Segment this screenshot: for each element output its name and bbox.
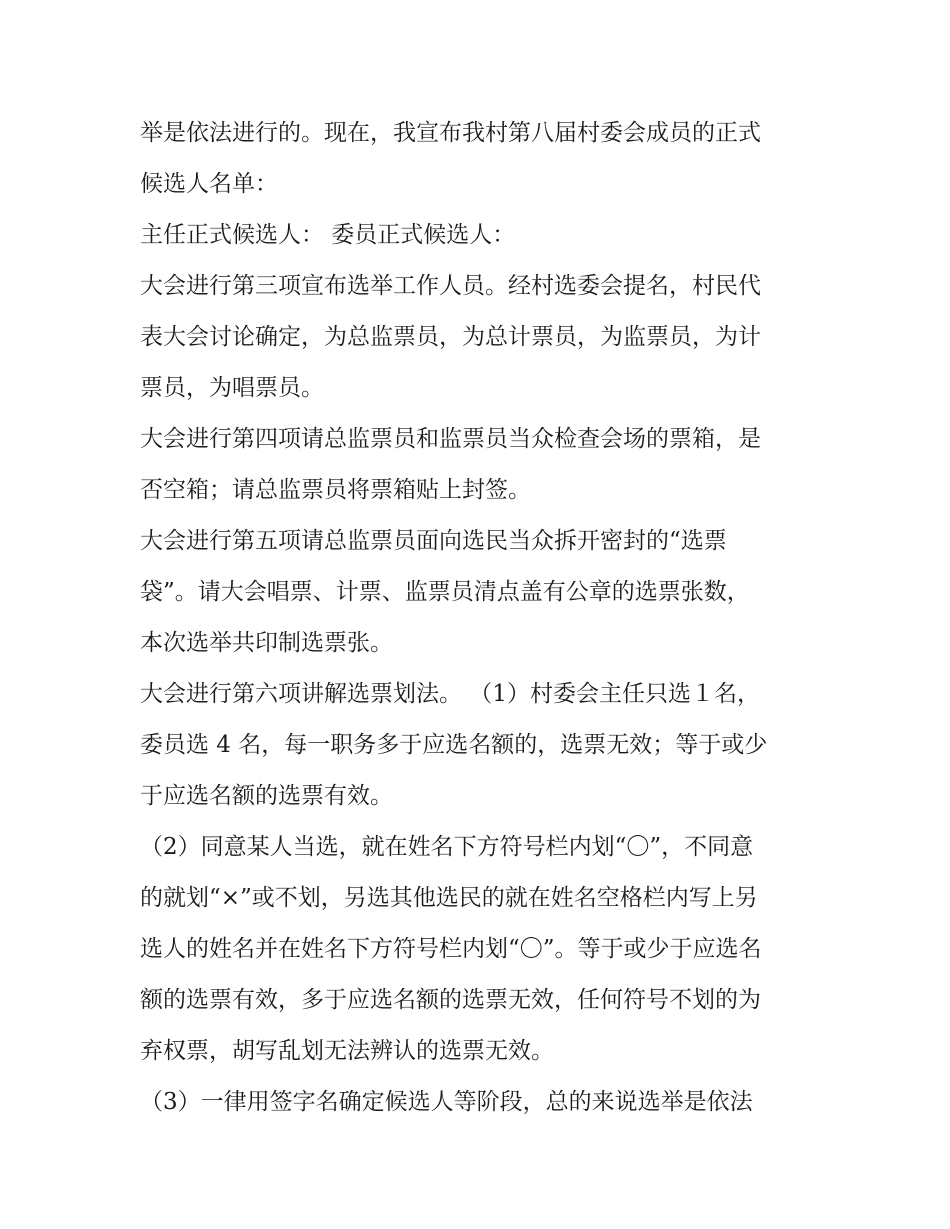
text-line-7: 大会进行第四项请总监票员和监票员当众检查会场的票箱，是 <box>140 426 761 452</box>
text-line-11: 本次选举共印制选票张。 <box>140 630 393 656</box>
text-line-9: 大会进行第五项请总监票员面向选民当众拆开密封的“选票 <box>140 528 727 554</box>
text-line-17: 选人的姓名并在姓名下方符号栏内划“〇”。等于或少于应选名 <box>140 936 762 962</box>
text-line-5: 表大会讨论确定，为总监票员，为总计票员，为监票员，为计 <box>140 324 761 350</box>
text-line-6: 票员，为唱票员。 <box>140 375 324 401</box>
text-line-15: （2）同意某人当选，就在姓名下方符号栏内划“〇”，不同意 <box>140 834 754 860</box>
text-line-19: 弃权票，胡写乱划无法辨认的选票无效。 <box>140 1038 554 1064</box>
text-line-13: 委员选 4 名，每一职务多于应选名额的，选票无效；等于或少 <box>140 732 768 758</box>
text-line-1: 举是依法进行的。现在，我宣布我村第八届村委会成员的正式 <box>140 120 761 146</box>
text-line-2: 候选人名单： <box>140 171 278 197</box>
text-line-4: 大会进行第三项宣布选举工作人员。经村选委会提名，村民代 <box>140 273 761 299</box>
text-line-8: 否空箱；请总监票员将票箱贴上封签。 <box>140 477 531 503</box>
text-line-20: （3）一律用签字名确定候选人等阶段，总的来说选举是依法 <box>140 1089 753 1115</box>
text-line-14: 于应选名额的选票有效。 <box>140 783 393 809</box>
document-body <box>140 108 820 1128</box>
text-line-16: 的就划“×”或不划，另选其他选民的就在姓名空格栏内写上另 <box>140 885 758 911</box>
text-line-12: 大会进行第六项讲解选票划法。 （1）村委会主任只选１名， <box>140 681 760 707</box>
text-line-10: 袋”。请大会唱票、计票、监票员清点盖有公章的选票张数， <box>140 579 750 605</box>
text-line-3: 主任正式候选人： 委员正式候选人： <box>140 222 516 248</box>
text-line-18: 额的选票有效，多于应选名额的选票无效，任何符号不划的为 <box>140 987 761 1013</box>
